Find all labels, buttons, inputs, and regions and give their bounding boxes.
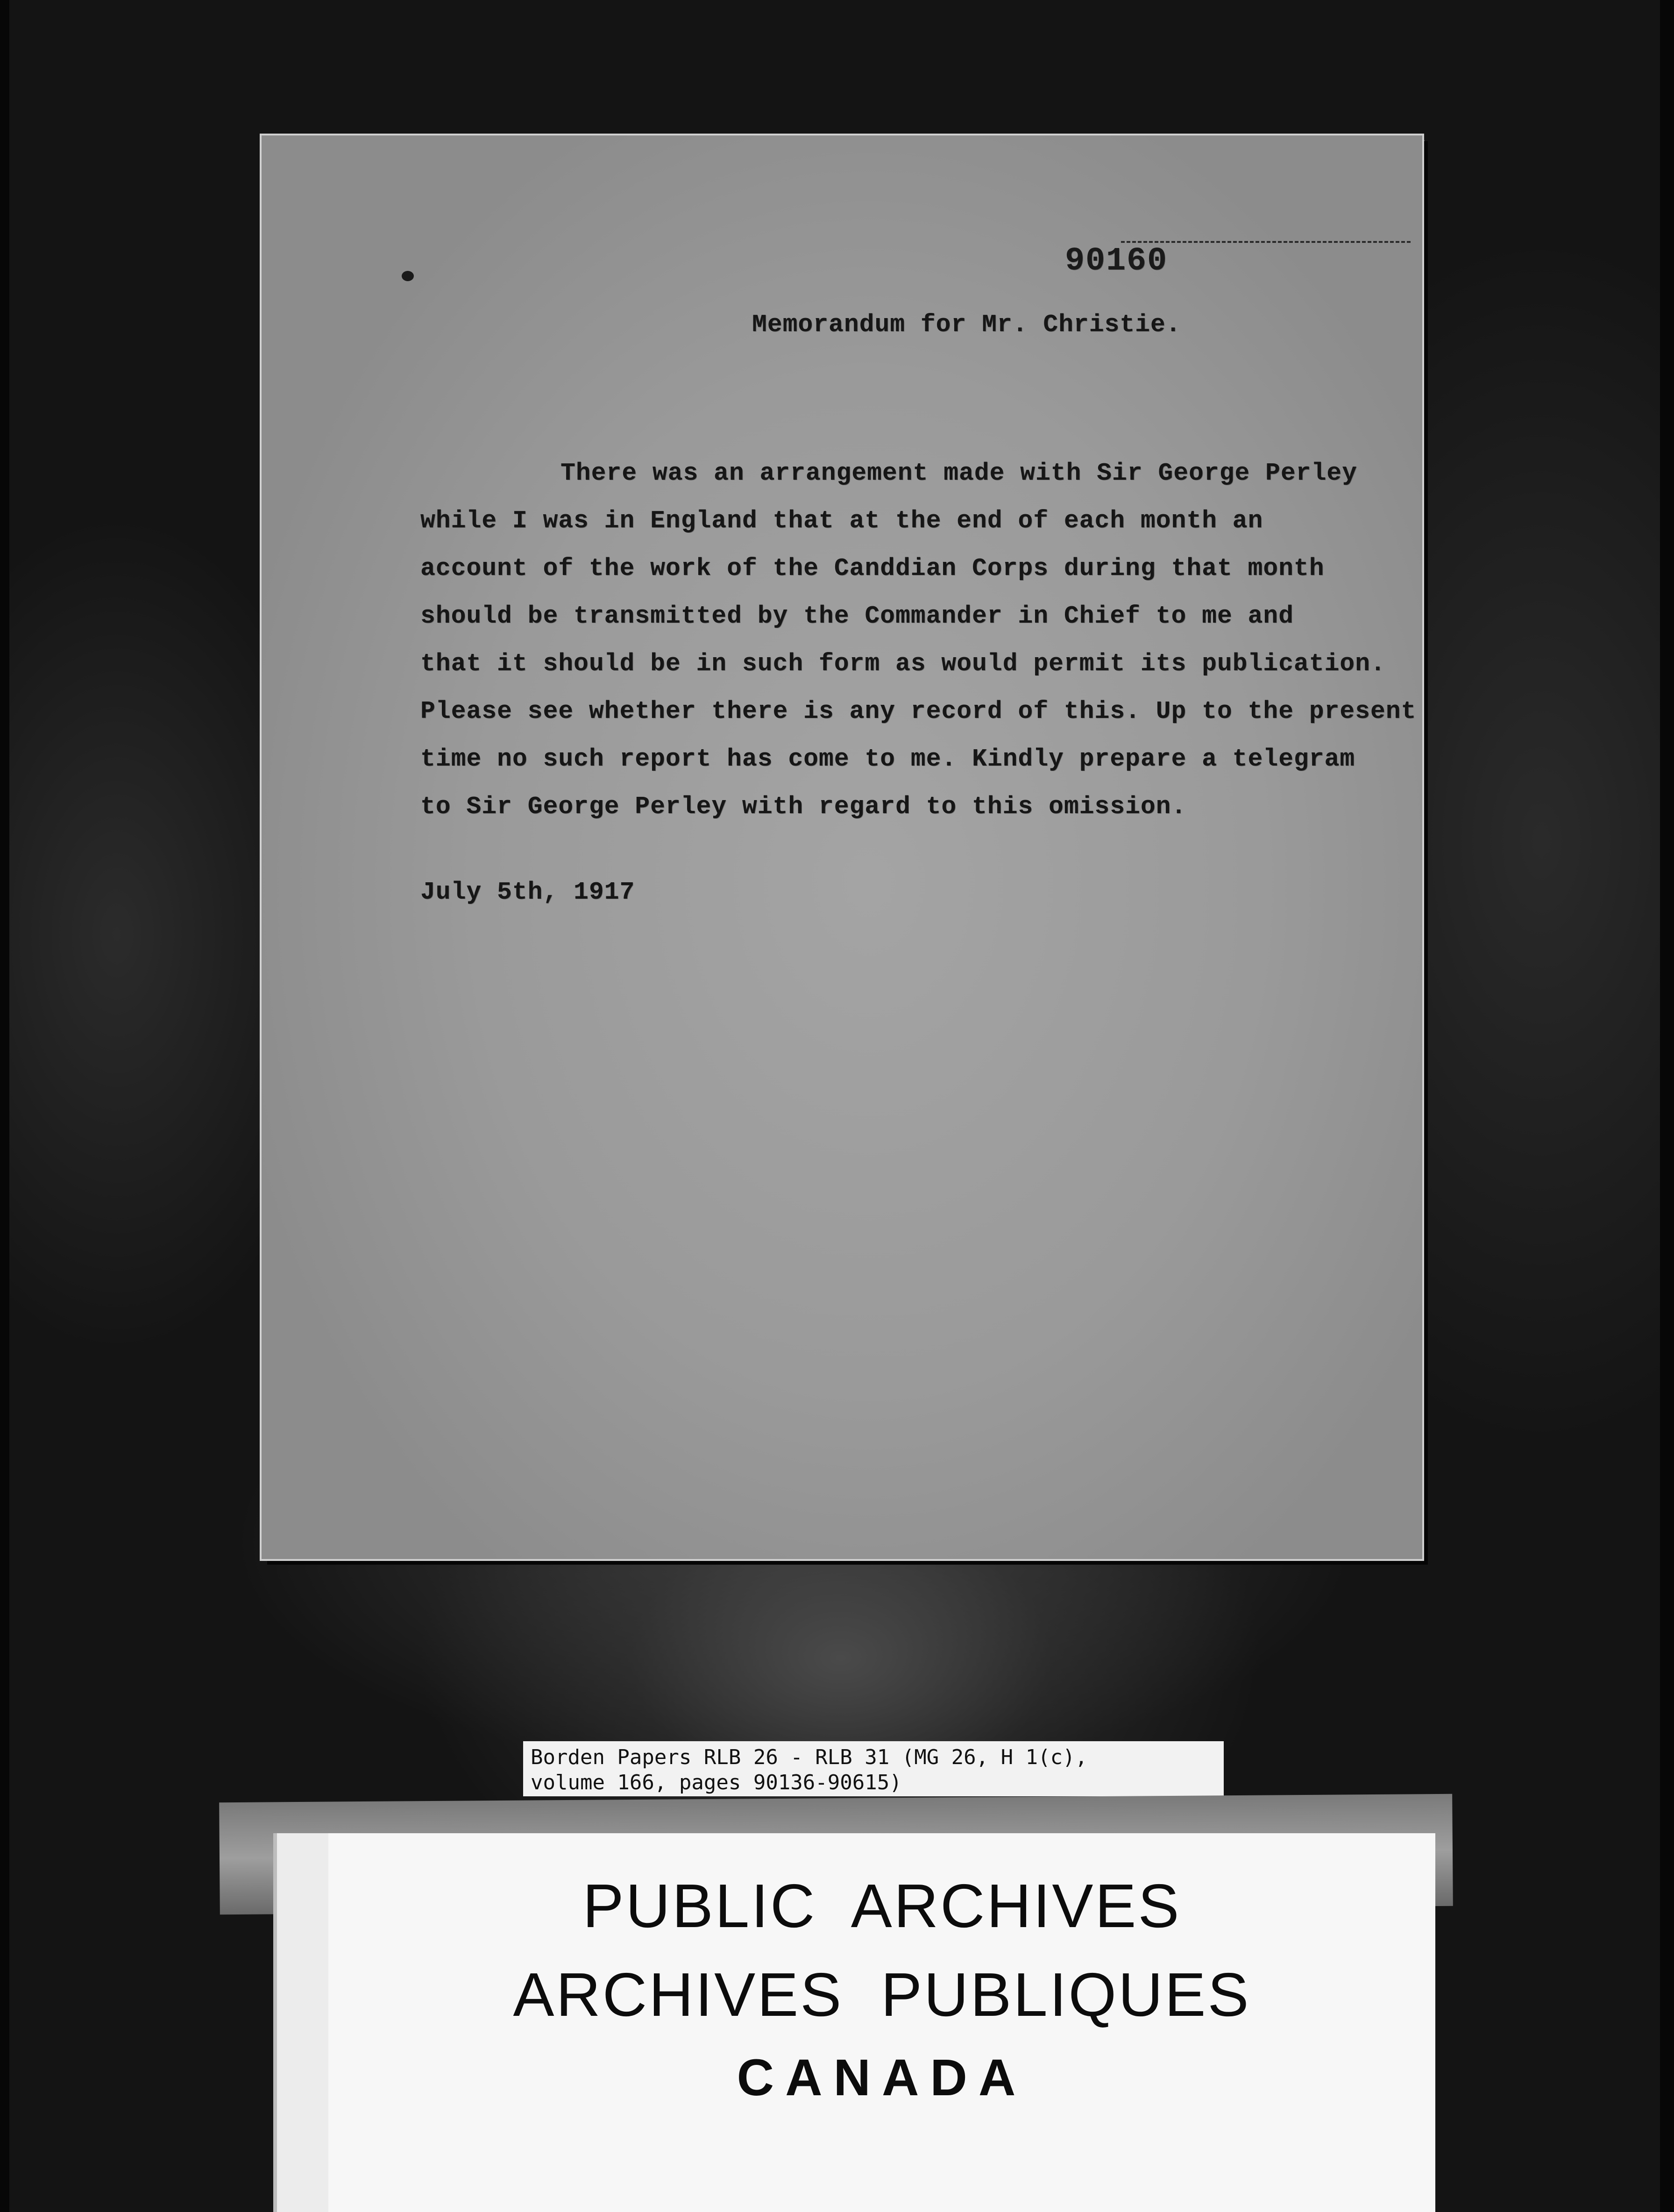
reference-label-line: Borden Papers RLB 26 - RLB 31 (MG 26, H 1(c), (531, 1745, 1088, 1769)
punch-hole-mark (402, 271, 414, 281)
memo-body-line: to Sir George Perley with regard to this omission. (420, 793, 1187, 821)
archive-stamp-card (273, 1833, 1435, 2212)
memo-body-line: There was an arrangement made with Sir George Perley (560, 459, 1357, 487)
memo-body-line: Please see whether there is any record of this. Up to the present (420, 697, 1417, 725)
typed-memo-page (262, 135, 1422, 1559)
reference-label-line: volume 166, pages 90136-90615) (531, 1771, 902, 1794)
film-edge-right (1660, 0, 1674, 2212)
archive-stamp-line-country: CANADA (737, 2049, 1027, 2106)
memo-body-line: while I was in England that at the end of each month an (420, 507, 1263, 535)
reference-label (523, 1741, 1224, 1796)
memo-body-line: should be transmitted by the Commander in Chief to me and (420, 602, 1294, 630)
memo-body-line: time no such report has come to me. Kindly prepare a telegram (420, 745, 1355, 773)
archive-stamp-line-french: ARCHIVES PUBLIQUES (513, 1960, 1251, 2029)
archive-stamp-line-english: PUBLIC ARCHIVES (582, 1872, 1181, 1940)
page-number: 90160 (1065, 243, 1168, 280)
film-edge-left (0, 0, 9, 2212)
memo-date: July 5th, 1917 (420, 878, 635, 906)
memo-body-line: account of the work of the Canddian Corps during that month (420, 554, 1325, 582)
memo-body-line: that it should be in such form as would permit its publication. (420, 650, 1386, 678)
archive-stamp-inner (328, 1833, 1435, 2212)
memo-body (420, 449, 1416, 830)
memo-content (262, 135, 1422, 1559)
memo-title: Memorandum for Mr. Christie. (752, 311, 1181, 339)
